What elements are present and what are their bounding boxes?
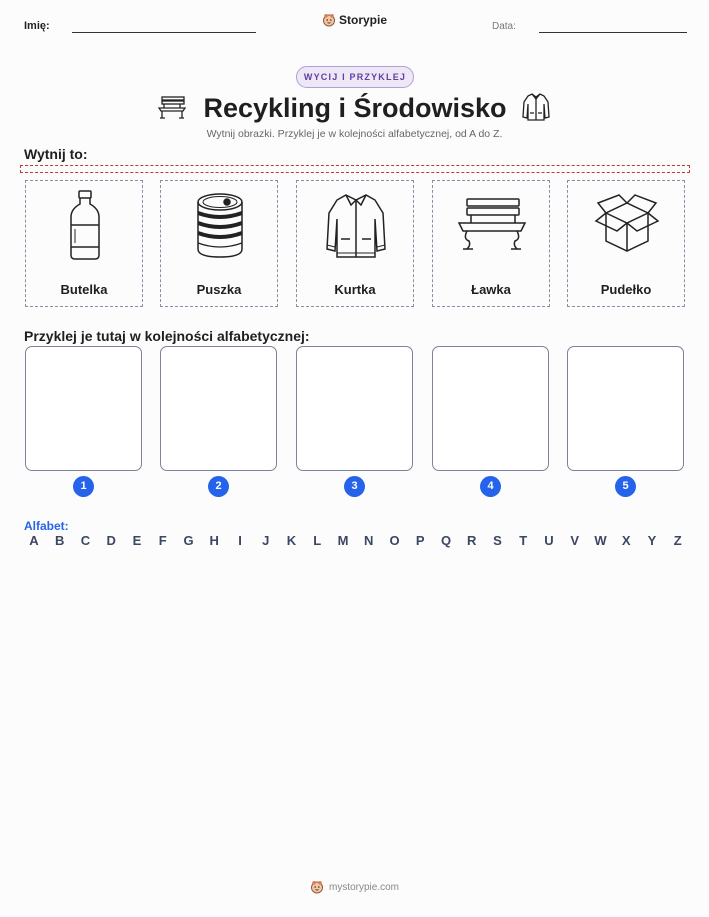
paste-slot-2[interactable] [160,346,277,471]
alphabet-letter: K [286,533,297,548]
alphabet-letter: G [183,533,194,548]
date-field-line[interactable] [539,32,687,33]
jacket-icon [321,189,391,261]
bottle-icon [50,189,120,261]
alphabet-label: Alfabet: [24,519,69,533]
jacket-icon [520,91,552,123]
alphabet-letter: J [262,533,270,548]
alphabet-letter: C [80,533,91,548]
can-icon [185,189,255,261]
header [0,0,709,50]
paste-section-label: Przyklej je tutaj w kolejności alfabetycznej: [24,328,310,344]
alphabet-letter: N [364,533,374,548]
alphabet-letter: Y [647,533,657,548]
box-icon [592,189,662,261]
name-label: Imię: [24,20,50,32]
bench-icon [457,189,527,261]
card-label: Kurtka [334,282,376,297]
storypie-logo-icon [310,880,324,894]
slot-number-2: 2 [208,476,229,497]
alphabet-letter: O [389,533,400,548]
alphabet-letter: F [158,533,167,548]
alphabet-letter: W [594,533,607,548]
storypie-logo-icon [322,13,336,27]
bench-icon [156,95,188,121]
date-label: Data: [492,21,516,32]
alphabet-letter: T [519,533,528,548]
cut-line [20,165,690,173]
footer-url[interactable]: mystorypie.com [328,881,399,893]
alphabet-letter: V [570,533,580,548]
alphabet-letter: B [55,533,65,548]
alphabet-letter: Q [440,533,452,548]
footer [0,880,709,894]
card-kurtka[interactable] [296,180,414,307]
brand-name: Storypie [339,13,388,27]
alphabet-letter: M [337,533,349,548]
card-label: Puszka [196,282,242,297]
paste-slot-1[interactable] [25,346,142,471]
page-title: Recykling i Środowisko [203,93,507,123]
alphabet-row [26,533,686,548]
name-field-line[interactable] [72,32,256,33]
card-label: Butelka [60,282,108,297]
alphabet-letter: U [544,533,554,548]
card-label: Ławka [471,282,511,297]
title-row [0,90,709,130]
paste-slot-3[interactable] [296,346,413,471]
activity-badge: WYCIJ I PRZYKLEJ [296,66,414,88]
slot-number-1: 1 [73,476,94,497]
slot-number-4: 4 [480,476,501,497]
slot-number-3: 3 [344,476,365,497]
alphabet-letter: R [467,533,477,548]
alphabet-letter: E [132,533,142,548]
card-puszka[interactable] [160,180,278,307]
cut-section-label: Wytnij to: [24,146,88,162]
instructions: Wytnij obrazki. Przyklej je w kolejności alfabetycznej, od A do Z. [206,128,503,140]
alphabet-letter: S [493,533,502,548]
paste-slot-4[interactable] [432,346,549,471]
slot-number-5: 5 [615,476,636,497]
alphabet-letter: X [621,533,631,548]
brand [322,13,387,27]
alphabet-letter: L [313,533,322,548]
card-butelka[interactable] [25,180,143,307]
card-pudelko[interactable] [567,180,685,307]
paste-slot-5[interactable] [567,346,684,471]
alphabet-letter: A [29,533,39,548]
alphabet-letter: D [106,533,116,548]
card-lawka[interactable] [432,180,550,307]
alphabet-letter: Z [673,533,682,548]
card-label: Pudełko [600,282,652,297]
alphabet-letter: I [238,533,242,548]
alphabet-letter: H [209,533,219,548]
alphabet-letter: P [415,533,425,548]
